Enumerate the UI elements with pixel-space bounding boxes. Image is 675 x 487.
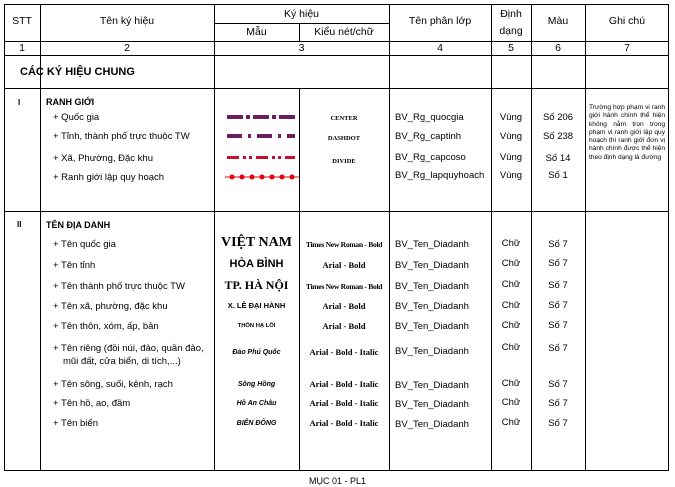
format: Chữ [501,320,521,331]
header-stt: STT [12,15,32,27]
font-style: Arial - Bold - Italic [309,418,379,428]
sample-text: BIỂN ĐÔNG [236,420,277,427]
row-name: + Tên biển [53,418,98,429]
format: Vùng [499,170,523,181]
format: Chữ [501,397,521,408]
header-ky-hieu: Ký hiệu [283,8,320,20]
header-dinh-dang-2: dạng [499,25,523,37]
col-number: 6 [555,42,561,54]
color-number: Số 238 [542,131,574,142]
font-style: Times New Roman - Bold [305,240,383,249]
sample-text: TP. HÀ NỘI [224,278,289,292]
color-number: Số 7 [548,300,568,311]
header-dinh-dang: Định [500,8,522,20]
group-title: TÊN ĐỊA DANH [46,220,111,230]
color-number: Số 206 [542,112,574,123]
section-title: CÁC KÝ HIỆU CHUNG [20,66,135,78]
layer-name: BV_Rg_captinh [395,131,462,142]
line-style: CENTER [330,115,358,122]
col-number: 3 [298,42,305,54]
group-title: RANH GIỚI [46,97,95,107]
font-style: Times New Roman - Bold [305,282,383,291]
planning-boundary-symbol [225,172,299,182]
row-name: + Tên sông, suối, kênh, rạch [53,379,173,390]
format: Chữ [501,342,521,353]
layer-name: BV_Ten_Diadanh [395,260,469,271]
font-style: Arial - Bold - Italic [309,398,379,408]
layer-name: BV_Ten_Diadanh [395,419,469,430]
row-divider [4,211,669,212]
format: Vùng [499,112,523,123]
row-name: + Tên riêng (đồi núi, đảo, quần đảo, [53,343,204,354]
note-text: Trường hợp phạm vi ranh giới hành chính thể hiện không nằm trọn trong phạm vi ranh giới lập quy hoạch thì ranh giới đơn vị hành chính được thể hiện theo định dạng là đường [589,104,665,161]
col-divider [389,4,390,471]
dashdot-line-symbol [227,134,295,138]
layer-name: BV_Ten_Diadanh [395,239,469,250]
header-ghi-chu: Ghi chú [608,15,646,27]
layer-name: BV_Rg_quocgia [395,112,464,123]
sample-text: HÒA BÌNH [229,258,284,270]
layer-name: BV_Ten_Diadanh [395,399,469,410]
layer-name: BV_Ten_Diadanh [395,380,469,391]
header-kieu-net: Kiểu nét/chữ [314,26,374,38]
header-ten-phan-lop: Tên phân lớp [408,15,472,27]
format: Chữ [501,378,521,389]
format: Vùng [499,131,523,142]
format: Chữ [501,238,521,249]
color-number: Số 14 [545,153,571,164]
color-number: Số 7 [548,343,568,354]
format: Chữ [501,300,521,311]
sample-text: THÔN HẠ LÔI [237,323,276,329]
sample-text: Sông Hồng [237,381,276,388]
row-name: + Tên xã, phường, đặc khu [53,301,168,312]
layer-name: BV_Ten_Diadanh [395,281,469,292]
line-style: DASHDOT [327,135,361,142]
col-number: 4 [437,42,443,54]
layer-name: BV_Ten_Diadanh [395,346,469,357]
row-divider [214,23,389,24]
row-name: + Tên tỉnh [53,260,96,271]
row-name: + Tên quốc gia [53,239,116,250]
layer-name: BV_Ten_Diadanh [395,301,469,312]
sample-text: X. LÊ ĐẠI HÀNH [227,301,286,310]
color-number: Số 7 [548,398,568,409]
color-number: Số 7 [548,418,568,429]
color-number: Số 7 [548,320,568,331]
row-name: + Ranh giới lập quy hoạch [53,172,165,183]
format: Chữ [501,258,521,269]
row-name: + Tên thành phố trực thuộc TW [53,281,185,292]
format: Chữ [501,417,521,428]
col-divider [299,88,300,471]
row-name: + Tên hồ, ao, đầm [53,398,131,409]
row-name: + Tỉnh, thành phố trực thuộc TW [53,131,190,142]
row-divider [4,55,669,56]
layer-name: BV_Rg_capcoso [395,152,466,163]
group-roman: II [17,220,22,229]
format: Chữ [501,279,521,290]
row-name: + Tên thôn, xóm, ấp, bản [53,321,159,332]
color-number: Số 7 [548,239,568,250]
row-name-continued: mũi đất, cửa biển, di tích,...) [63,356,181,367]
header-mau-color: Màu [547,15,569,27]
font-style: Arial - Bold - Italic [309,347,379,357]
row-name: + Quốc gia [53,112,100,123]
color-number: Số 7 [548,379,568,390]
header-mau: Mẫu [246,26,267,38]
group-roman: I [18,98,21,107]
col-number: 7 [624,42,630,54]
col-divider [585,4,586,471]
font-style: Arial - Bold [322,301,366,311]
col-number: 2 [124,42,130,54]
color-number: Số 7 [548,280,568,291]
row-divider [4,88,669,89]
line-style: DIVIDE [332,158,356,165]
row-name: + Xã, Phường, Đặc khu [53,153,153,164]
color-number: Số 7 [548,258,568,269]
col-number: 5 [508,42,514,54]
center-line-symbol [227,115,295,119]
font-style: Arial - Bold - Italic [309,379,379,389]
layer-name: BV_Ten_Diadanh [395,321,469,332]
sample-text: VIỆT NAM [221,235,292,250]
header-ten-ky-hieu: Tên ký hiệu [99,15,155,27]
font-style: Arial - Bold [322,321,366,331]
font-style: Arial - Bold [322,260,366,270]
sample-text: Đảo Phú Quốc [232,349,281,356]
divide-line-symbol [227,156,295,159]
sample-text: Hồ An Châu [236,400,277,407]
row-divider [4,41,669,42]
col-number: 1 [19,42,25,54]
layer-name: BV_Rg_lapquyhoach [395,170,485,181]
page-footer: MỤC 01 - PL1 [308,476,367,486]
format: Vùng [499,152,523,163]
color-number: Số 1 [548,170,568,181]
